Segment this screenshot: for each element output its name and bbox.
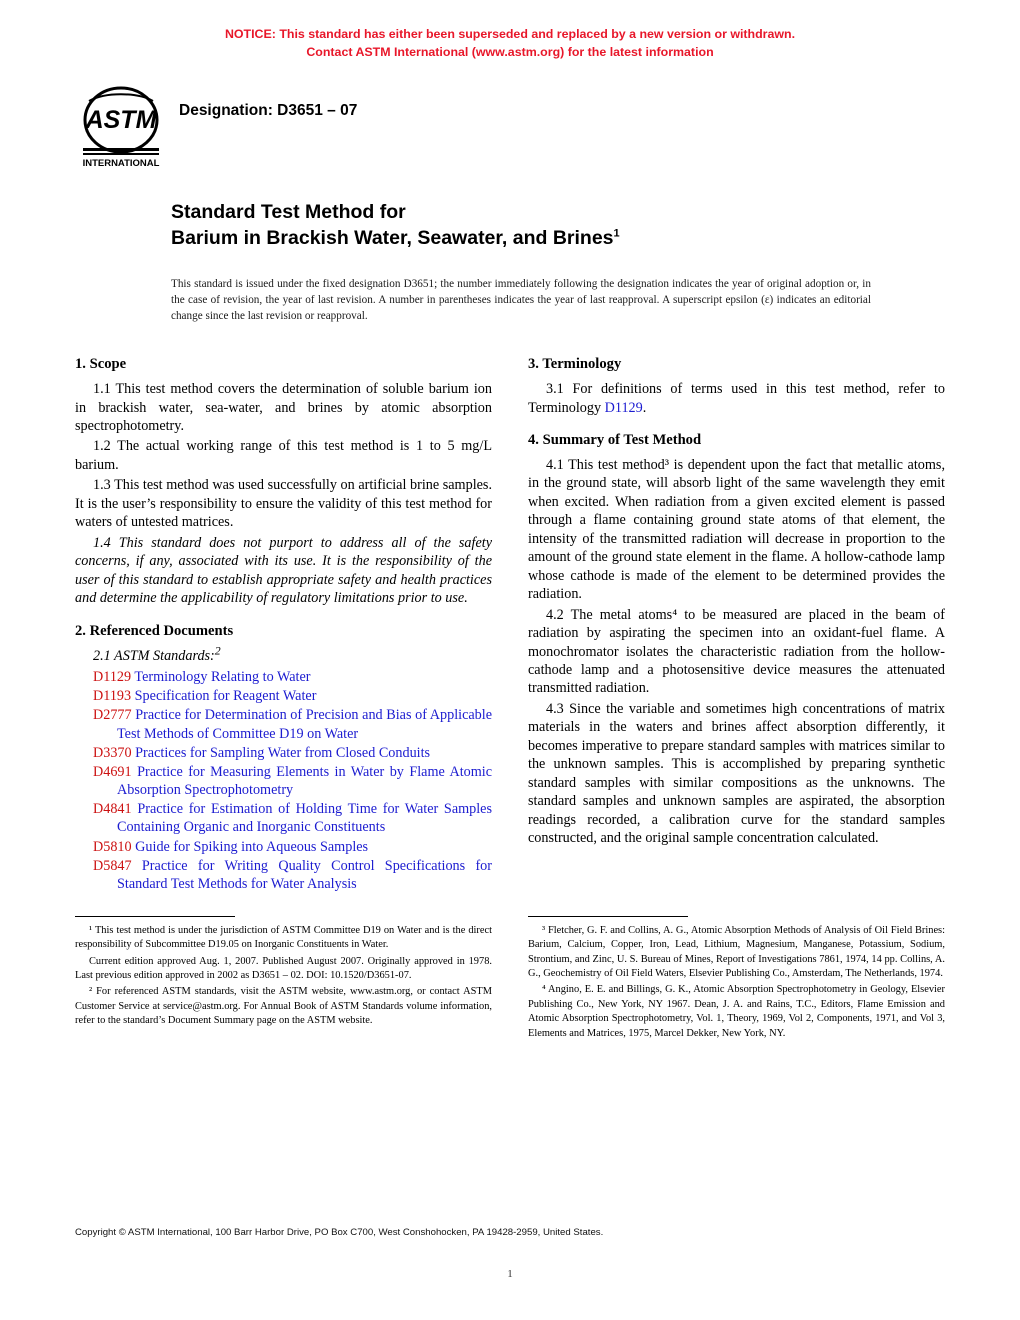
reference-title[interactable]: Practice for Determination of Precision and Bias of Applicable Test Methods of Committee D19 on Water [117,707,493,742]
reference-title[interactable]: Guide for Spiking into Aqueous Samples [135,838,369,855]
list-item[interactable] [75,668,492,686]
referenced-documents-list [75,668,492,893]
list-item[interactable] [75,744,492,762]
footnote-4: ⁴ Angino, E. E. and Billings, G. K., Atomic Absorption Spectrophotometry in Geology, Elsevier Publishing Co., New York, NY 1967. Dean, J. A. and Rains, T.C., Editors, Flame Emission and Atomic Absorption Spectrophotometry, Vol. 1, Theory, 1969, Vol 2, Components, 1971, and Vol 3, Elements and Matrices, 1975, Marcel Dekker, New York, NY. [528,984,945,1039]
list-item[interactable] [75,706,492,742]
right-column [528,355,945,894]
reference-title[interactable]: Practice for Writing Quality Control Specifications for Standard Test Methods for Water Analysis [117,857,493,892]
reference-code[interactable]: D5847 [93,857,132,874]
designation-label: Designation: D3651 – 07 [179,101,358,119]
paragraph-1-2: 1.2 The actual working range of this test method is 1 to 5 mg/L barium. [75,438,492,473]
reference-code[interactable]: D1193 [93,688,132,705]
section-heading-summary: 4. Summary of Test Method [528,432,702,449]
reference-code[interactable]: D4841 [93,801,132,818]
reference-title[interactable]: Specification for Reagent Water [134,688,317,705]
terminology-link[interactable]: D1129 [604,399,643,416]
paragraph-4-3: 4.3 Since the variable and sometimes high concentrations of matrix materials in the waters and brines affect absorption differently, it becomes imperative to prepare standard samples with matrices similar to the unknown samples. This is accomplished by preparing synthetic standard samples with similar compositions as the unknowns. The standard samples and unknown samples are aspirated, the absorption readings recorded, a calibration curve for the standard samples constructed, and the original sample concentration calculated. [528,700,945,847]
notice-line-2: Contact ASTM International (www.astm.org) for the latest information [306,44,714,59]
list-item[interactable] [75,763,492,799]
reference-code[interactable]: D1129 [93,668,132,685]
footnotes [75,916,945,1043]
notice-line-1: NOTICE: This standard has either been superseded and replaced by a new version or withdrawn. [224,27,796,41]
footnote-3: ³ Fletcher, G. F. and Collins, A. G., Atomic Absorption Methods of Analysis of Oil Field Brines: Barium, Calcium, Copper, Iron, Lead, Lithium, Magnesium, Manganese, Potassium, Sodium, Strontium, and Zinc, U. S. Bureau of Mines, Report of Investigations 7861, 1974, 14 pp. Collins, A. G., Geochemistry of Oil Field Waters, Elsevier Publishing Co., Amsterdam, The Netherlands, 1974. [528,925,945,980]
reference-title[interactable]: Terminology Relating to Water [134,668,311,685]
footnotes-right [528,916,945,1043]
list-item[interactable] [75,838,492,856]
issued-under-note: This standard is issued under the fixed designation D3651; the number immediately following the designation indicates the year of original adoption or, in the case of revision, the year of last revision. A number in parentheses indicates the year of last reapproval. A superscript epsilon (ε) indicates an editorial change since the last revision or reapproval. [171,278,871,323]
svg-text:ASTM: ASTM [85,105,157,134]
footnotes-left [75,916,492,1043]
paragraph-3-1: 3.1 For definitions of terms used in this test method, refer to Terminology D1129. [528,381,945,416]
withdrawn-notice [75,26,945,62]
section-heading-referenced-documents: 2. Referenced Documents [75,622,234,639]
paragraph-1-3: 1.3 This test method was used successfully on artificial brine samples. It is the user’s responsibility to ensure the validity of this test method for waters of untested matrices. [75,477,492,531]
footnote-edition: Current edition approved Aug. 1, 2007. Published August 2007. Originally approved in 1978. Last previous edition approved in 2002 as D3651 – 02. DOI: 10.1520/D3651-07. [75,955,492,982]
reference-title[interactable]: Practice for Measuring Elements in Water by Flame Atomic Absorption Spectrophotometry [117,763,493,799]
body-columns [75,355,945,894]
footnote-rule [75,916,235,917]
list-item[interactable] [75,687,492,705]
paragraph-1-4: 1.4 This standard does not purport to address all of the safety concerns, if any, associated with its use. It is the responsibility of the user of this standard to establish appropriate safety and health practices and determine the applicability of regulatory limitations prior to use. [75,534,492,607]
footnote-1: ¹ This test method is under the jurisdiction of ASTM Committee D19 on Water and is the direct responsibility of Subcommittee D19.05 on Inorganic Constituents in Water. [75,925,492,951]
section-heading-terminology: 3. Terminology [528,356,622,373]
paragraph-1-1: 1.1 This test method covers the determination of soluble barium ion in brackish water, sea-water, and brines by atomic absorption spectrophotometry. [75,381,492,435]
footnote-2: ² For referenced ASTM standards, visit the ASTM website, www.astm.org, or contact ASTM Customer Service at service@astm.org. For Annual Book of ASTM Standards volume information, refer to the standard’s Document Summary page on the ASTM website. [75,986,492,1027]
reference-title[interactable]: Practices for Sampling Water from Closed Conduits [135,744,431,761]
reference-code[interactable]: D5810 [93,838,132,855]
section-heading-scope: 1. Scope [75,356,127,373]
list-item[interactable] [75,800,492,836]
reference-code[interactable]: D3370 [93,744,132,761]
reference-title[interactable]: Practice for Estimation of Holding Time for Water Samples Containing Organic and Inorganic Constituents [117,801,493,836]
reference-code[interactable]: D4691 [93,763,132,780]
title-footnote-marker: 1 [613,227,620,240]
paragraph-4-1: 4.1 This test method³ is dependent upon the fact that metallic atoms, in the ground state, will absorb light of the same wavelength they emit when excited. When radiation from a given excited element is passed through a flame containing ground state atoms of that element, the intensity of the transmitted radiation will decrease in proportion to the amount of the ground state element in the flame. A hollow-cathode lamp whose cathode is made of the element to be determined provides the radiation. [528,457,945,603]
footnote-rule [528,916,688,917]
reference-code[interactable]: D2777 [93,707,132,724]
title-block [171,200,945,251]
astm-logo-icon [75,84,167,170]
title-line-2: Barium in Brackish Water, Seawater, and Brines$^1$ [171,226,620,249]
left-column [75,355,492,894]
copyright-line: Copyright © ASTM International, 100 Barr Harbor Drive, PO Box C700, West Conshohocken, PA 19428-2959, United States. [75,1227,604,1238]
svg-text:INTERNATIONAL: INTERNATIONAL [82,157,160,169]
title-line-1: Standard Test Method for [171,200,406,223]
subsection-astm-standards: 2.1 ASTM Standards:$^2$ [93,642,221,664]
page-number: 1 [507,1268,513,1280]
list-item[interactable] [75,857,492,893]
paragraph-4-2: 4.2 The metal atoms⁴ to be measured are placed in the beam of radiation by aspirating the specimen into an oxidant-fuel flame. A monochromator isolates the characteristic radiation from the hollow-cathode lamp and a photosensitive device measures the attenuated transmitted radiation. [528,606,945,697]
astm-logo [75,80,171,170]
document-header [75,80,945,170]
